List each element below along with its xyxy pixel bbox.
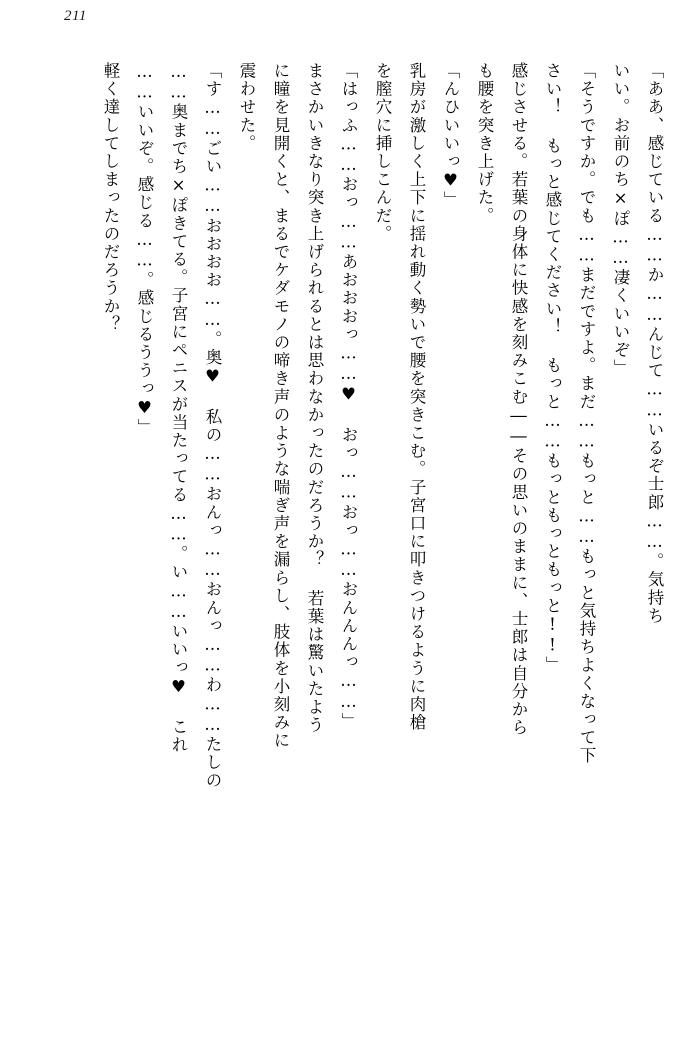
text-line: 「ああ、感じている……か……んじて……いるぞ士郎……。気持ち <box>645 62 664 625</box>
text-line: 「す……ごい……おおおお……。奥♥ 私の……おんっ……おんっ……わ……たしの <box>203 62 222 790</box>
body-text <box>26 62 671 1017</box>
text-line: に瞳を見開くと、まるでケダモノの啼き声のような喘ぎ声を漏らし、肢体を小刻みに <box>271 62 290 750</box>
text-line: さい！ もっと感じてください！ もっと……もっともっともっと!!」 <box>543 62 562 675</box>
text-line: まさかいきなり突き上げられるとは思わなかったのだろうか？ 若葉は驚いたよう <box>305 62 324 735</box>
text-line: いい。お前のち×ぽ……凄くいいぞ」 <box>611 62 630 378</box>
text-line: を膣穴に挿しこんだ。 <box>373 62 392 243</box>
page-number: 211 <box>64 8 87 24</box>
text-line: 震わせた。 <box>237 62 256 153</box>
text-line: 感じさせる。若葉の身体に快感を刻みこむ――その思いのままに、士郎は自分から <box>509 62 528 737</box>
text-line: 「はっふ……おっ……あおおおっ……♥ おっ……おっ……おんんんっ……」 <box>339 62 358 731</box>
text-line: ……いいぞ。感じる……。感じるううっ♥」 <box>135 62 154 437</box>
body-paragraph <box>93 62 671 1017</box>
text-line: 「んひいいっ♥」 <box>441 62 460 210</box>
text-line: も腰を突き上げた。 <box>475 62 494 225</box>
text-line: 軽く達してしまったのだろうか？ <box>101 62 120 334</box>
text-line: 「そうですか。でも……まだですよ。まだ……もっと……もっと気持ちよくなって下 <box>577 62 596 765</box>
text-line: 乳房が激しく上下に揺れ動く勢いで腰を突きこむ。子宮口に叩きつけるように肉槍 <box>407 62 426 732</box>
text-line: ……奥までち×ぽきてる。子宮にペニスが当たってる……。い……いいっ♥ これ <box>169 62 188 755</box>
